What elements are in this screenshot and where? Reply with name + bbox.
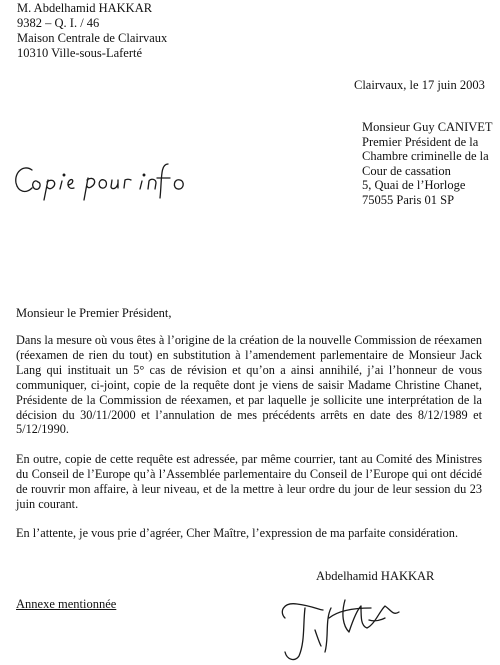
signature-name: Abdelhamid HAKKAR — [316, 569, 435, 583]
sender-name: M. Abdelhamid HAKKAR — [17, 1, 153, 15]
recipient-line: 75055 Paris 01 SP — [362, 193, 455, 207]
recipient-line: Cour de cassation — [362, 164, 451, 178]
attachment-note: Annexe mentionnée — [16, 597, 117, 611]
place-date: Clairvaux, le 17 juin 2003 — [354, 78, 485, 92]
recipient-line: Monsieur Guy CANIVET — [362, 120, 493, 134]
recipient-line: Chambre criminelle de la — [362, 149, 489, 163]
body-paragraph: En l’attente, je vous prie d’agréer, Cher Maître, l’expression de ma parfaite considération. — [16, 526, 459, 540]
salutation: Monsieur le Premier Président, — [16, 306, 172, 320]
body-paragraph: En outre, copie de cette requête est adressée, par même courrier, tant au Comité des Ministres du Conseil de l’Europe qu’à l’Assemblée parlementaire du Conseil de l’Europe qui ont décidé de rouvrir mon affaire, à leur niveau, et de la mettre à leur ordre du jour de leur session du 23 juin courant. — [16, 452, 482, 511]
body-paragraph: Dans la mesure où vous êtes à l’origine de la création de la nouvelle Commission de réexamen (réexamen de rien du tout) en substitution à l’amendement parlementaire de Monsieur Jack Lang qui instituait un 5° cas de révision et qu’on a ainsi annihilé, j’ai l’honneur de vous communiquer, ci-joint, copie de la requête dont je viens de saisir Madame Christine Chanet, Présidente de la Commission de réexamen, et par laquelle je sollicite une interprétation de la décision du 30/11/2000 et l’annulation de mes précédents arrêts en date des 8/12/1989 et 5/12/1990. — [16, 333, 482, 437]
sender-address: 10310 Ville-sous-Laferté — [17, 46, 143, 60]
signature — [275, 590, 415, 665]
recipient-line: 5, Quai de l’Horloge — [362, 178, 466, 192]
sender-institution: Maison Centrale de Clairvaux — [17, 31, 168, 45]
recipient-line: Premier Président de la — [362, 135, 479, 149]
handwritten-note — [8, 150, 208, 210]
sender-id: 9382 – Q. I. / 46 — [17, 16, 100, 30]
